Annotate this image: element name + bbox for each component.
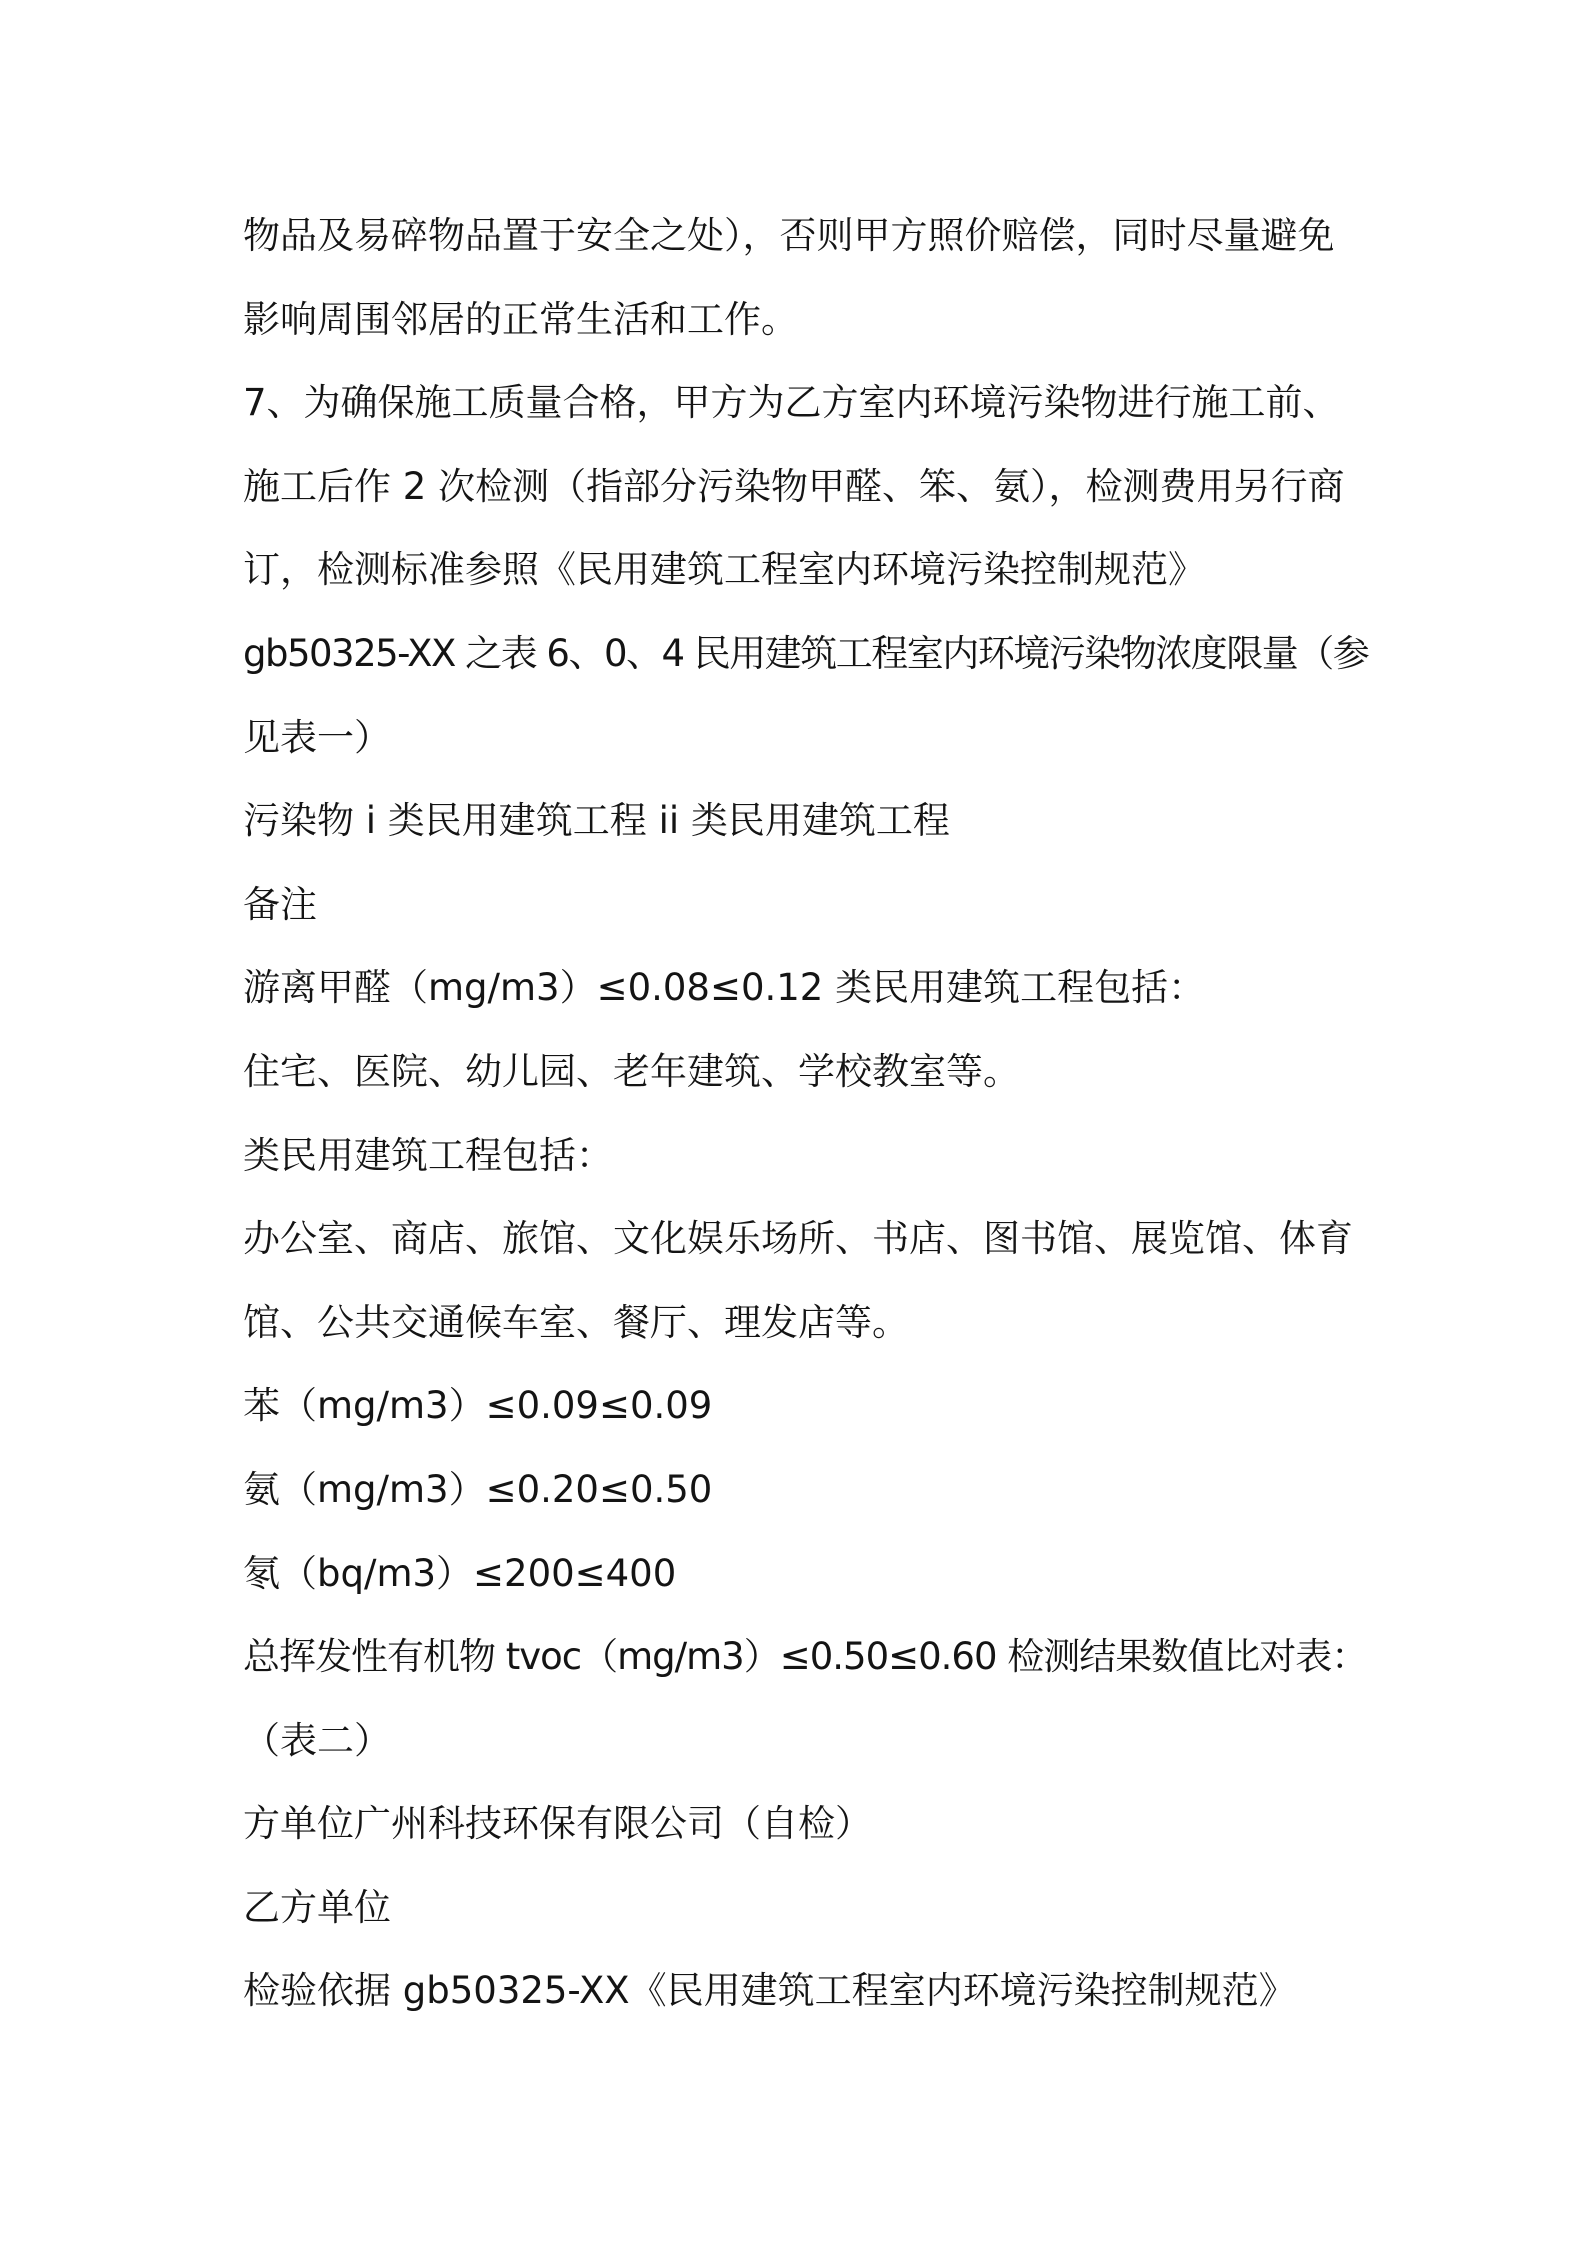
text-line-10: 游离甲醛（mg/m3）≤0.08≤0.12 类民用建筑工程包括： <box>243 966 1206 1010</box>
text-line-21: 乙方单位 <box>243 1885 391 1929</box>
text-line-17: 氡（bq/m3）≤200≤400 <box>243 1551 677 1595</box>
text-line-20: 方单位广州科技环保有限公司（自检） <box>243 1802 872 1846</box>
text-line-14: 馆、公共交通候车室、餐厅、理发店等。 <box>243 1300 909 1344</box>
text-line-22: 检验依据 gb50325-XX《民用建筑工程室内环境污染控制规范》 <box>243 1969 1296 2013</box>
text-line-11: 住宅、医院、幼儿园、老年建筑、学校教室等。 <box>243 1049 1020 1093</box>
text-line-2: 影响周围邻居的正常生活和工作。 <box>243 297 798 341</box>
text-line-7: 见表一） <box>243 715 391 759</box>
text-line-18: 总挥发性有机物 tvoc（mg/m3）≤0.50≤0.60 检测结果数值比对表： <box>243 1635 1368 1679</box>
document-body <box>243 194 1373 2033</box>
text-line-8: 污染物 i 类民用建筑工程 ii 类民用建筑工程 <box>243 799 950 843</box>
text-line-3: 7、为确保施工质量合格，甲方为乙方室内环境污染物进行施工前、 <box>243 381 1340 425</box>
text-line-1: 物品及易碎物品置于安全之处），否则甲方照价赔偿，同时尽量避免 <box>243 214 1335 257</box>
text-line-16: 氨（mg/m3）≤0.20≤0.50 <box>243 1467 713 1511</box>
text-line-5: 订，检测标准参照《民用建筑工程室内环境污染控制规范》 <box>243 548 1205 592</box>
text-line-15: 苯（mg/m3）≤0.09≤0.09 <box>243 1384 713 1428</box>
text-line-12: 类民用建筑工程包括： <box>243 1133 613 1177</box>
text-line-19: （表二） <box>243 1718 391 1762</box>
text-line-4: 施工后作 2 次检测（指部分污染物甲醛、笨、氨），检测费用另行商 <box>243 464 1345 508</box>
text-line-9: 备注 <box>243 882 317 926</box>
text-line-13: 办公室、商店、旅馆、文化娱乐场所、书店、图书馆、展览馆、体育 <box>243 1217 1353 1261</box>
text-line-6: gb50325-XX 之表 6、0、4 民用建筑工程室内环境污染物浓度限量（参 <box>243 631 1369 675</box>
